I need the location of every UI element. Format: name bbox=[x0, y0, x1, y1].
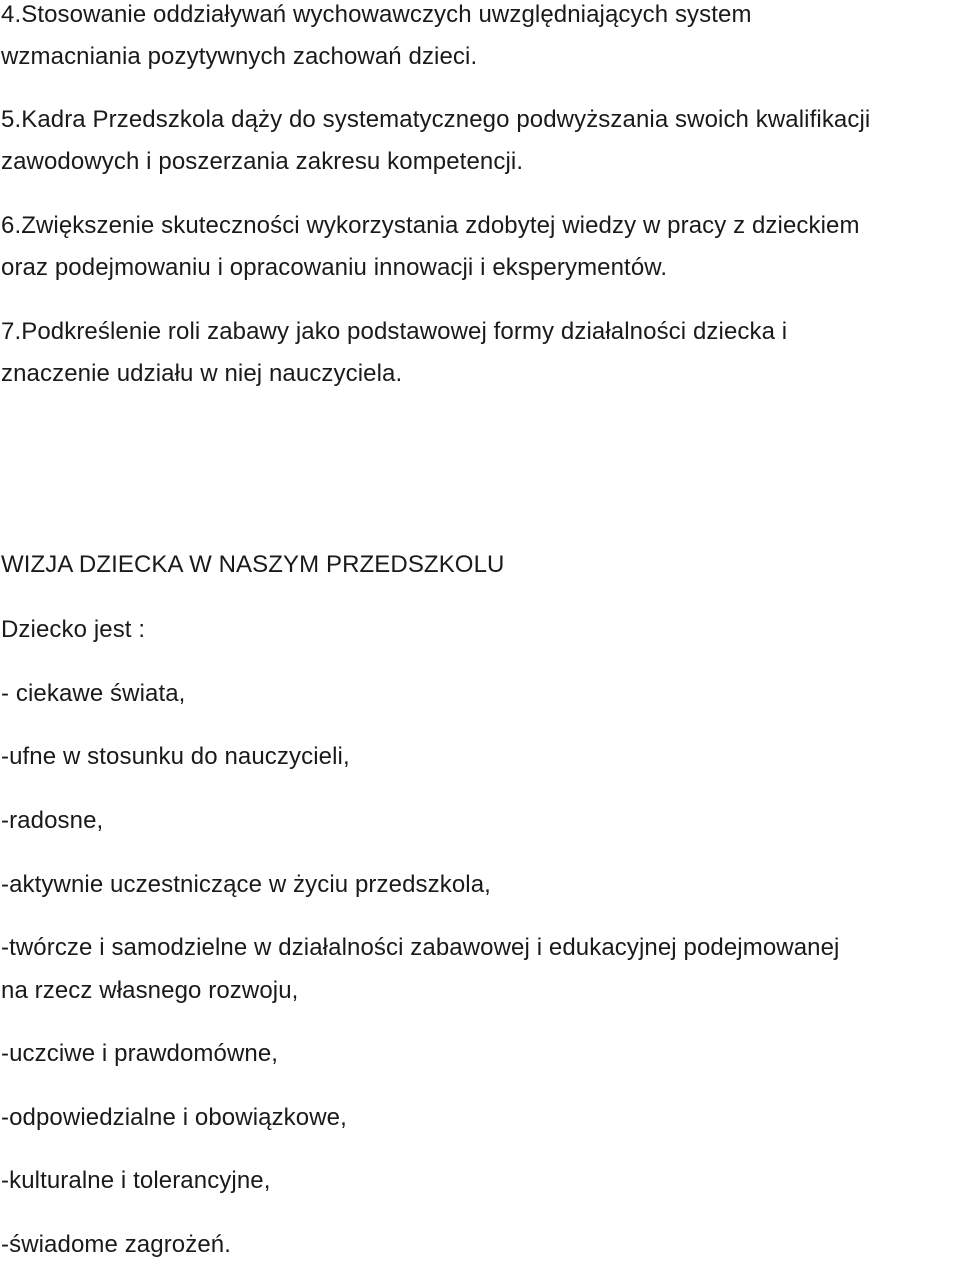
vision-trait: - ciekawe świata, bbox=[1, 680, 186, 707]
vision-trait: -aktywnie uczestniczące w życiu przedszkola, bbox=[1, 871, 491, 898]
goal-5-line-1: 5.Kadra Przedszkola dąży do systematycznego podwyższania swoich kwalifikacji bbox=[1, 106, 871, 133]
vision-trait: -ufne w stosunku do nauczycieli, bbox=[1, 743, 350, 770]
vision-trait: -odpowiedzialne i obowiązkowe, bbox=[1, 1104, 347, 1131]
goal-6-line-2: oraz podejmowaniu i opracowaniu innowacji i eksperymentów. bbox=[1, 254, 668, 281]
vision-trait: -twórcze i samodzielne w działalności zabawowej i edukacyjnej podejmowanej bbox=[1, 934, 840, 961]
vision-trait: -radosne, bbox=[1, 807, 104, 834]
vision-trait: -świadome zagrożeń. bbox=[1, 1231, 232, 1258]
goal-7-line-2: znaczenie udziału w niej nauczyciela. bbox=[1, 360, 403, 387]
goal-4-line-2: wzmacniania pozytywnych zachowań dzieci. bbox=[1, 43, 478, 70]
vision-trait: -kulturalne i tolerancyjne, bbox=[1, 1167, 271, 1194]
vision-trait: -uczciwe i prawdomówne, bbox=[1, 1040, 279, 1067]
vision-intro: Dziecko jest : bbox=[1, 616, 146, 643]
goal-7-line-1: 7.Podkreślenie roli zabawy jako podstawowej formy działalności dziecka i bbox=[1, 318, 788, 345]
goal-4-line-1: 4.Stosowanie oddziaływań wychowawczych uwzględniających system bbox=[1, 1, 752, 28]
goal-6-line-1: 6.Zwiększenie skuteczności wykorzystania zdobytej wiedzy w pracy z dzieckiem bbox=[1, 212, 860, 239]
vision-trait-continuation: na rzecz własnego rozwoju, bbox=[1, 977, 299, 1004]
goal-5-line-2: zawodowych i poszerzania zakresu kompetencji. bbox=[1, 148, 524, 175]
vision-heading: WIZJA DZIECKA W NASZYM PRZEDSZKOLU bbox=[1, 551, 505, 578]
